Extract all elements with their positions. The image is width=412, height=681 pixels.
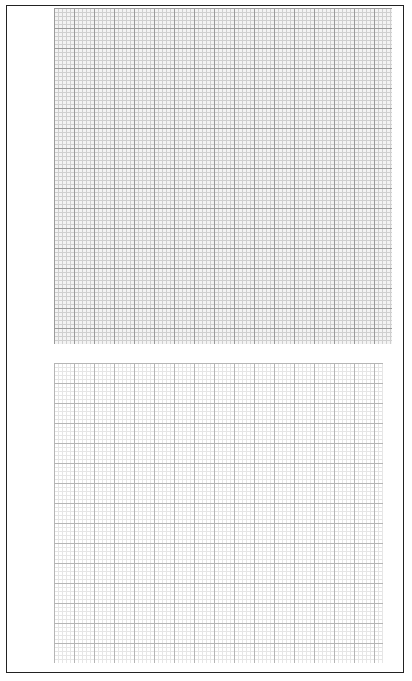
ecg-traces-top (54, 8, 392, 344)
ecg-traces-bottom (54, 363, 383, 663)
ecg-strip-top (54, 8, 392, 344)
ecg-strip-bottom (54, 363, 383, 663)
